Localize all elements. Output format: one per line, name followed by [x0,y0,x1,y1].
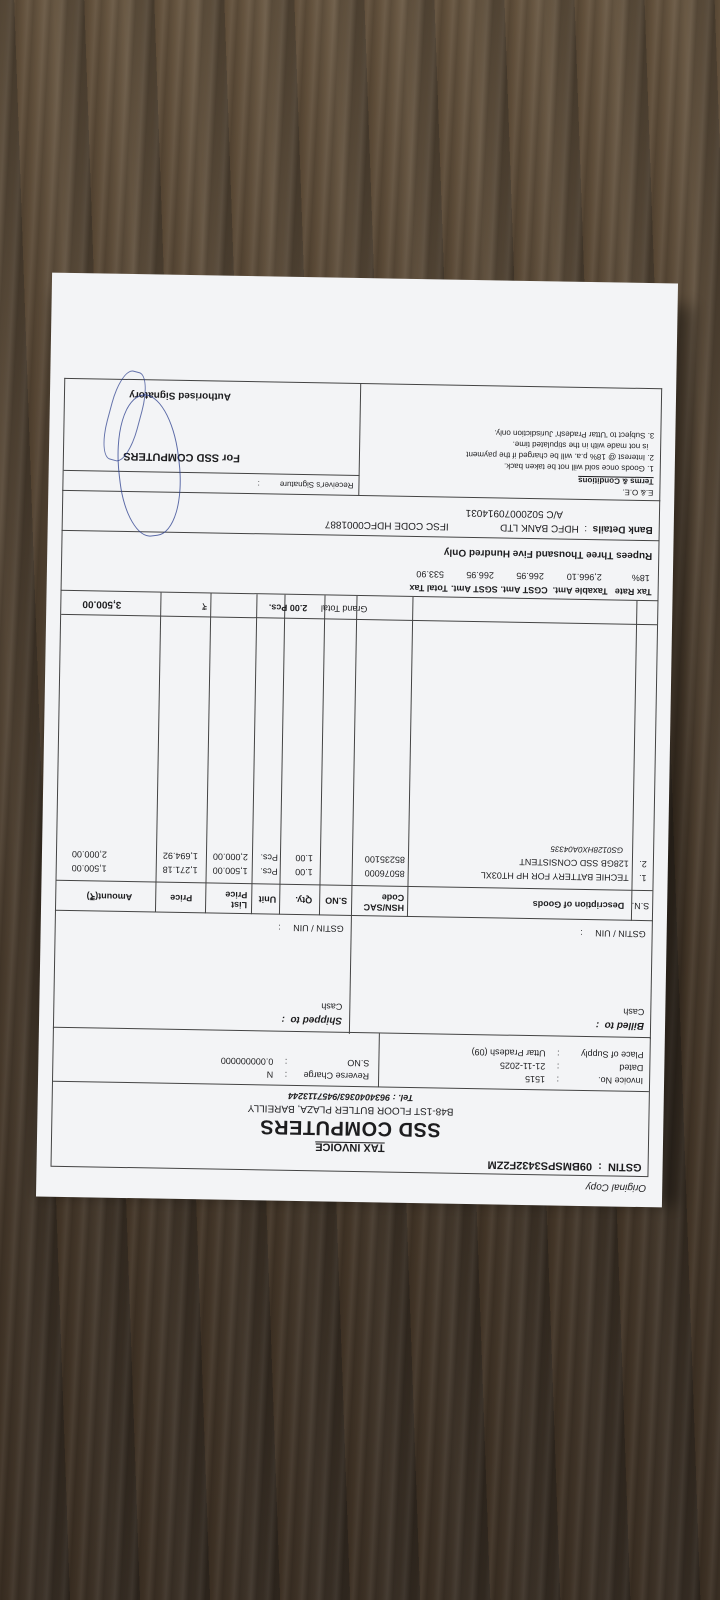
receiver-label: Receiver's Signature : [257,479,354,490]
doc-type: TAX INVOICE [315,1140,385,1154]
grand-total-label: Grand Total [320,603,368,615]
billed-to-value: Cash [623,1006,645,1018]
copy-label: Original Copy [585,1181,647,1194]
items-table [55,590,659,921]
amount-in-words: Rupees Three Thousand Five Hundred Only [443,546,653,562]
col-list-price: List Price [225,889,248,911]
tax-hdr-sgst: SGST Amt. [450,583,498,595]
tax-total: 533.90 [416,569,444,580]
grand-total-amount: 3,500.00 [82,598,122,610]
col-amount: Amount(₹) [86,891,133,903]
item-1-desc: TECHIE BATTERY FOR HP HT03XL [480,870,629,883]
for-company: For SSD COMPUTERS [123,449,241,464]
gstin-row: GSTIN : 09BMSPS3432F2ZM [487,1158,642,1174]
bank-name: HDFC BANK LTD [499,521,579,534]
company-address: B48-1ST FLOOR BUTLER PLAZA, BAREILLY [247,1102,454,1117]
party-box [53,910,653,1039]
item-1-sn: 1. [639,872,647,884]
item-2-qty: 1.00 [295,852,314,864]
col-price: Price [170,892,193,904]
buyer-gstin-label: GSTIN / UIN : [580,927,646,940]
shipped-to-label: Shipped to : [281,1013,343,1026]
item-1-qty: 1.00 [295,866,313,878]
bank-ifsc: IFSC CODE HDFC0001887 [324,518,449,532]
item-2-amount: 2,000.00 [71,849,108,860]
tax-cgst: 266.95 [516,570,544,582]
bank-row: Bank Details : HDFC BANK LTD [499,521,653,536]
item-2-list: 2,000.00 [212,851,249,863]
col-unit: Unit [258,894,277,905]
col-qty: Qty. [295,894,313,906]
item-1-price: 1,271.18 [162,864,198,876]
term-1: 1. Goods once sold will not be taken back. [503,461,654,474]
place-value: Uttar Pradesh (09) [471,1047,546,1059]
reverse-label: Reverse Charge [303,1070,370,1082]
tax-hdr-total: Total Tax [409,582,448,594]
invoice-sheet [50,287,664,1193]
item-2-serial: GS0128HX0A04335 [550,844,624,855]
tax-rate: 18% [631,572,650,584]
shipped-to-value: Cash [321,1001,343,1012]
billed-to-label: Billed to : [595,1019,645,1032]
item-2-unit: Pcs. [260,852,279,863]
dated-value: 21-11-2025 [499,1060,546,1072]
tax-taxable: 2,966.10 [566,571,602,583]
col-desc: Description of Goods [532,899,625,911]
invoice-no-label: Invoice No. [597,1075,644,1087]
grand-total-qty: 2.00 Pcs. [268,602,308,614]
tax-sgst: 266.95 [466,569,494,581]
tax-summary [61,530,660,601]
header-box: GSTIN : 09BMSPS3432F2ZM TAX INVOICE SSD COMPUTERS B48-1ST FLOOR BUTLER PLAZA, BAREILLY Tel. : 9634040363/9457113244 Invoice No. : 1515 Dated : 21-11-2025 Place of Supply : Uttar Pradesh (09) Reverse Charge : N S.NO : 0.000000000 [51,1027,651,1177]
gstin-value: 09BMSPS3432F2ZM [487,1158,593,1173]
company-phone: Tel. : 9634040363/9457113244 [288,1090,414,1104]
place-label: Place of Supply [580,1048,644,1061]
ship-gstin-label: GSTIN / UIN : [278,922,344,934]
term-3: 3. Subject to 'Uttar Pradesh' Jurisdiction only. [494,428,655,441]
col-sno: S.NO [325,895,348,906]
terms-box [62,378,662,501]
term-2b: is not made with in the stipulated time. [512,439,649,452]
dated-label: Dated [619,1062,644,1074]
sno-value: 0.000000000 [220,1055,274,1067]
tax-hdr-rate: Tax Rate [614,586,652,598]
bank-label: Bank Details [592,523,653,536]
terms-label: Terms & Conditions [578,475,654,487]
authorised-signatory: Authorised Signatory [129,388,232,402]
invoice-no: 1515 [524,1073,546,1085]
reverse-value: N [266,1069,274,1080]
tax-hdr-cgst: CGST Amt. [500,584,548,596]
col-sn: S.N. [631,900,650,912]
col-hsn: HSN/SAC Code [363,892,405,913]
term-2: 2. Interest @ 18% p.a. will be charged if the payment [466,449,655,463]
eoe: E.& O.E. [622,487,654,498]
currency-symbol: ₹ [201,601,208,612]
item-1-list: 1,500.00 [212,865,248,877]
sno-label: S.NO [347,1057,370,1069]
item-2-desc: 128GB SSD CONSISTENT [519,856,629,869]
company-name: SSD COMPUTERS [259,1115,441,1141]
item-2-hsn: 85235100 [364,854,406,865]
gstin-label: GSTIN [607,1160,642,1174]
invoice-paper [36,273,678,1208]
item-2-price: 1,694.92 [162,850,199,862]
bank-account: A/C 50200070914031 [465,506,564,520]
item-2-sn: 2. [639,858,647,870]
item-1-unit: Pcs. [260,866,278,877]
item-1-amount: 1,500.00 [71,863,107,874]
item-1-hsn: 85076000 [364,868,405,879]
tax-hdr-taxable: Taxable Amt. [552,585,608,597]
